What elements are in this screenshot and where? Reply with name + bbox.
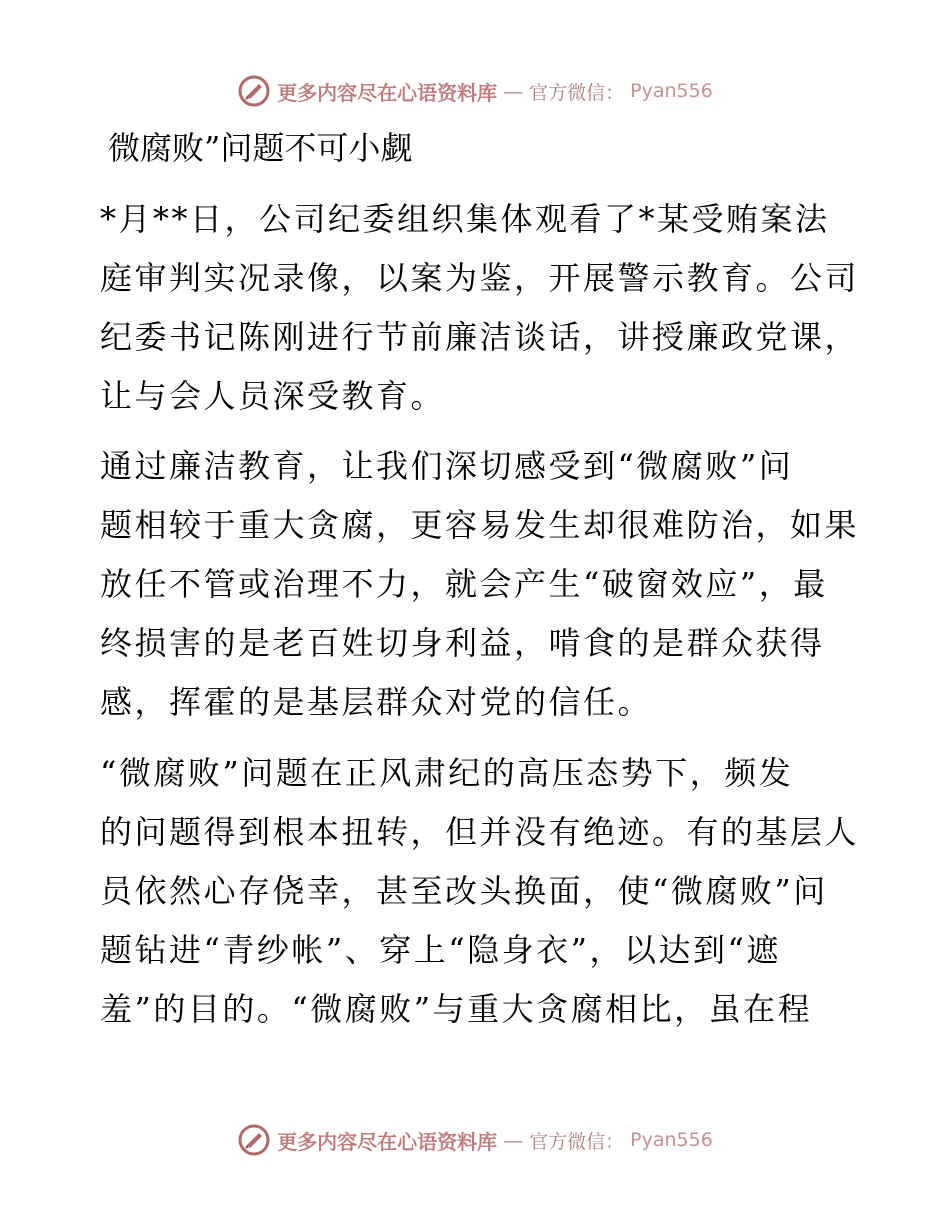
watermark-label: 官方微信： (529, 1130, 625, 1153)
watermark-label: 官方微信： (529, 81, 625, 104)
paragraph-line: 放任不管或治理不力，就会产生“破窗效应”，最 (100, 565, 828, 603)
paragraph-line: 羞”的目的。“微腐败”与重大贪腐相比，虽在程 (100, 990, 813, 1028)
paragraph-line: “微腐败”问题在正风肃纪的高压态势下，频发 (100, 754, 794, 792)
paragraph-line: 感，挥霍的是基层群众对党的信任。 (100, 683, 653, 721)
paragraph-line: 终损害的是老百姓切身利益，啃食的是群众获得 (100, 624, 825, 662)
paragraph-line: 庭审判实况录像，以案为鉴，开展警示教育。公司 (100, 259, 860, 297)
paragraph-line: 通过廉洁教育，让我们深切感受到“微腐败”问 (100, 447, 794, 485)
watermark-separator: — (503, 1128, 524, 1152)
brand-logo-icon (237, 74, 271, 108)
brand-logo-icon (237, 1123, 271, 1157)
header-watermark (0, 71, 950, 111)
paragraph-line: 的问题得到根本扭转，但并没有绝迹。有的基层人 (100, 813, 860, 851)
paragraph-line: 纪委书记陈刚进行节前廉洁谈话，讲授廉政党课， (100, 318, 860, 356)
paragraph-line: 题相较于重大贪腐，更容易发生却很难防治，如果 (100, 506, 860, 544)
paragraph-line: 员依然心存侥幸，甚至改头换面，使“微腐败”问 (100, 872, 828, 910)
footer-watermark (0, 1120, 950, 1160)
watermark-brand: 更多内容尽在心语资料库 (277, 1129, 498, 1154)
watermark-separator: — (503, 79, 524, 103)
paragraph-line: *月**日，公司纪委组织集体观看了*某受贿案法 (100, 200, 830, 238)
watermark-account: Pyan556 (630, 80, 713, 102)
paragraph-2 (100, 437, 860, 732)
watermark-brand: 更多内容尽在心语资料库 (277, 80, 498, 105)
page-title: 微腐败”问题不可小觑 (108, 129, 413, 167)
paragraph-line: 题钻进“青纱帐”、穿上“隐身衣”，以达到“遮 (100, 931, 781, 969)
watermark-account: Pyan556 (630, 1129, 713, 1151)
paragraph-3 (100, 744, 860, 1039)
paragraph-line: 让与会人员深受教育。 (100, 377, 446, 415)
paragraph-1 (100, 190, 860, 426)
